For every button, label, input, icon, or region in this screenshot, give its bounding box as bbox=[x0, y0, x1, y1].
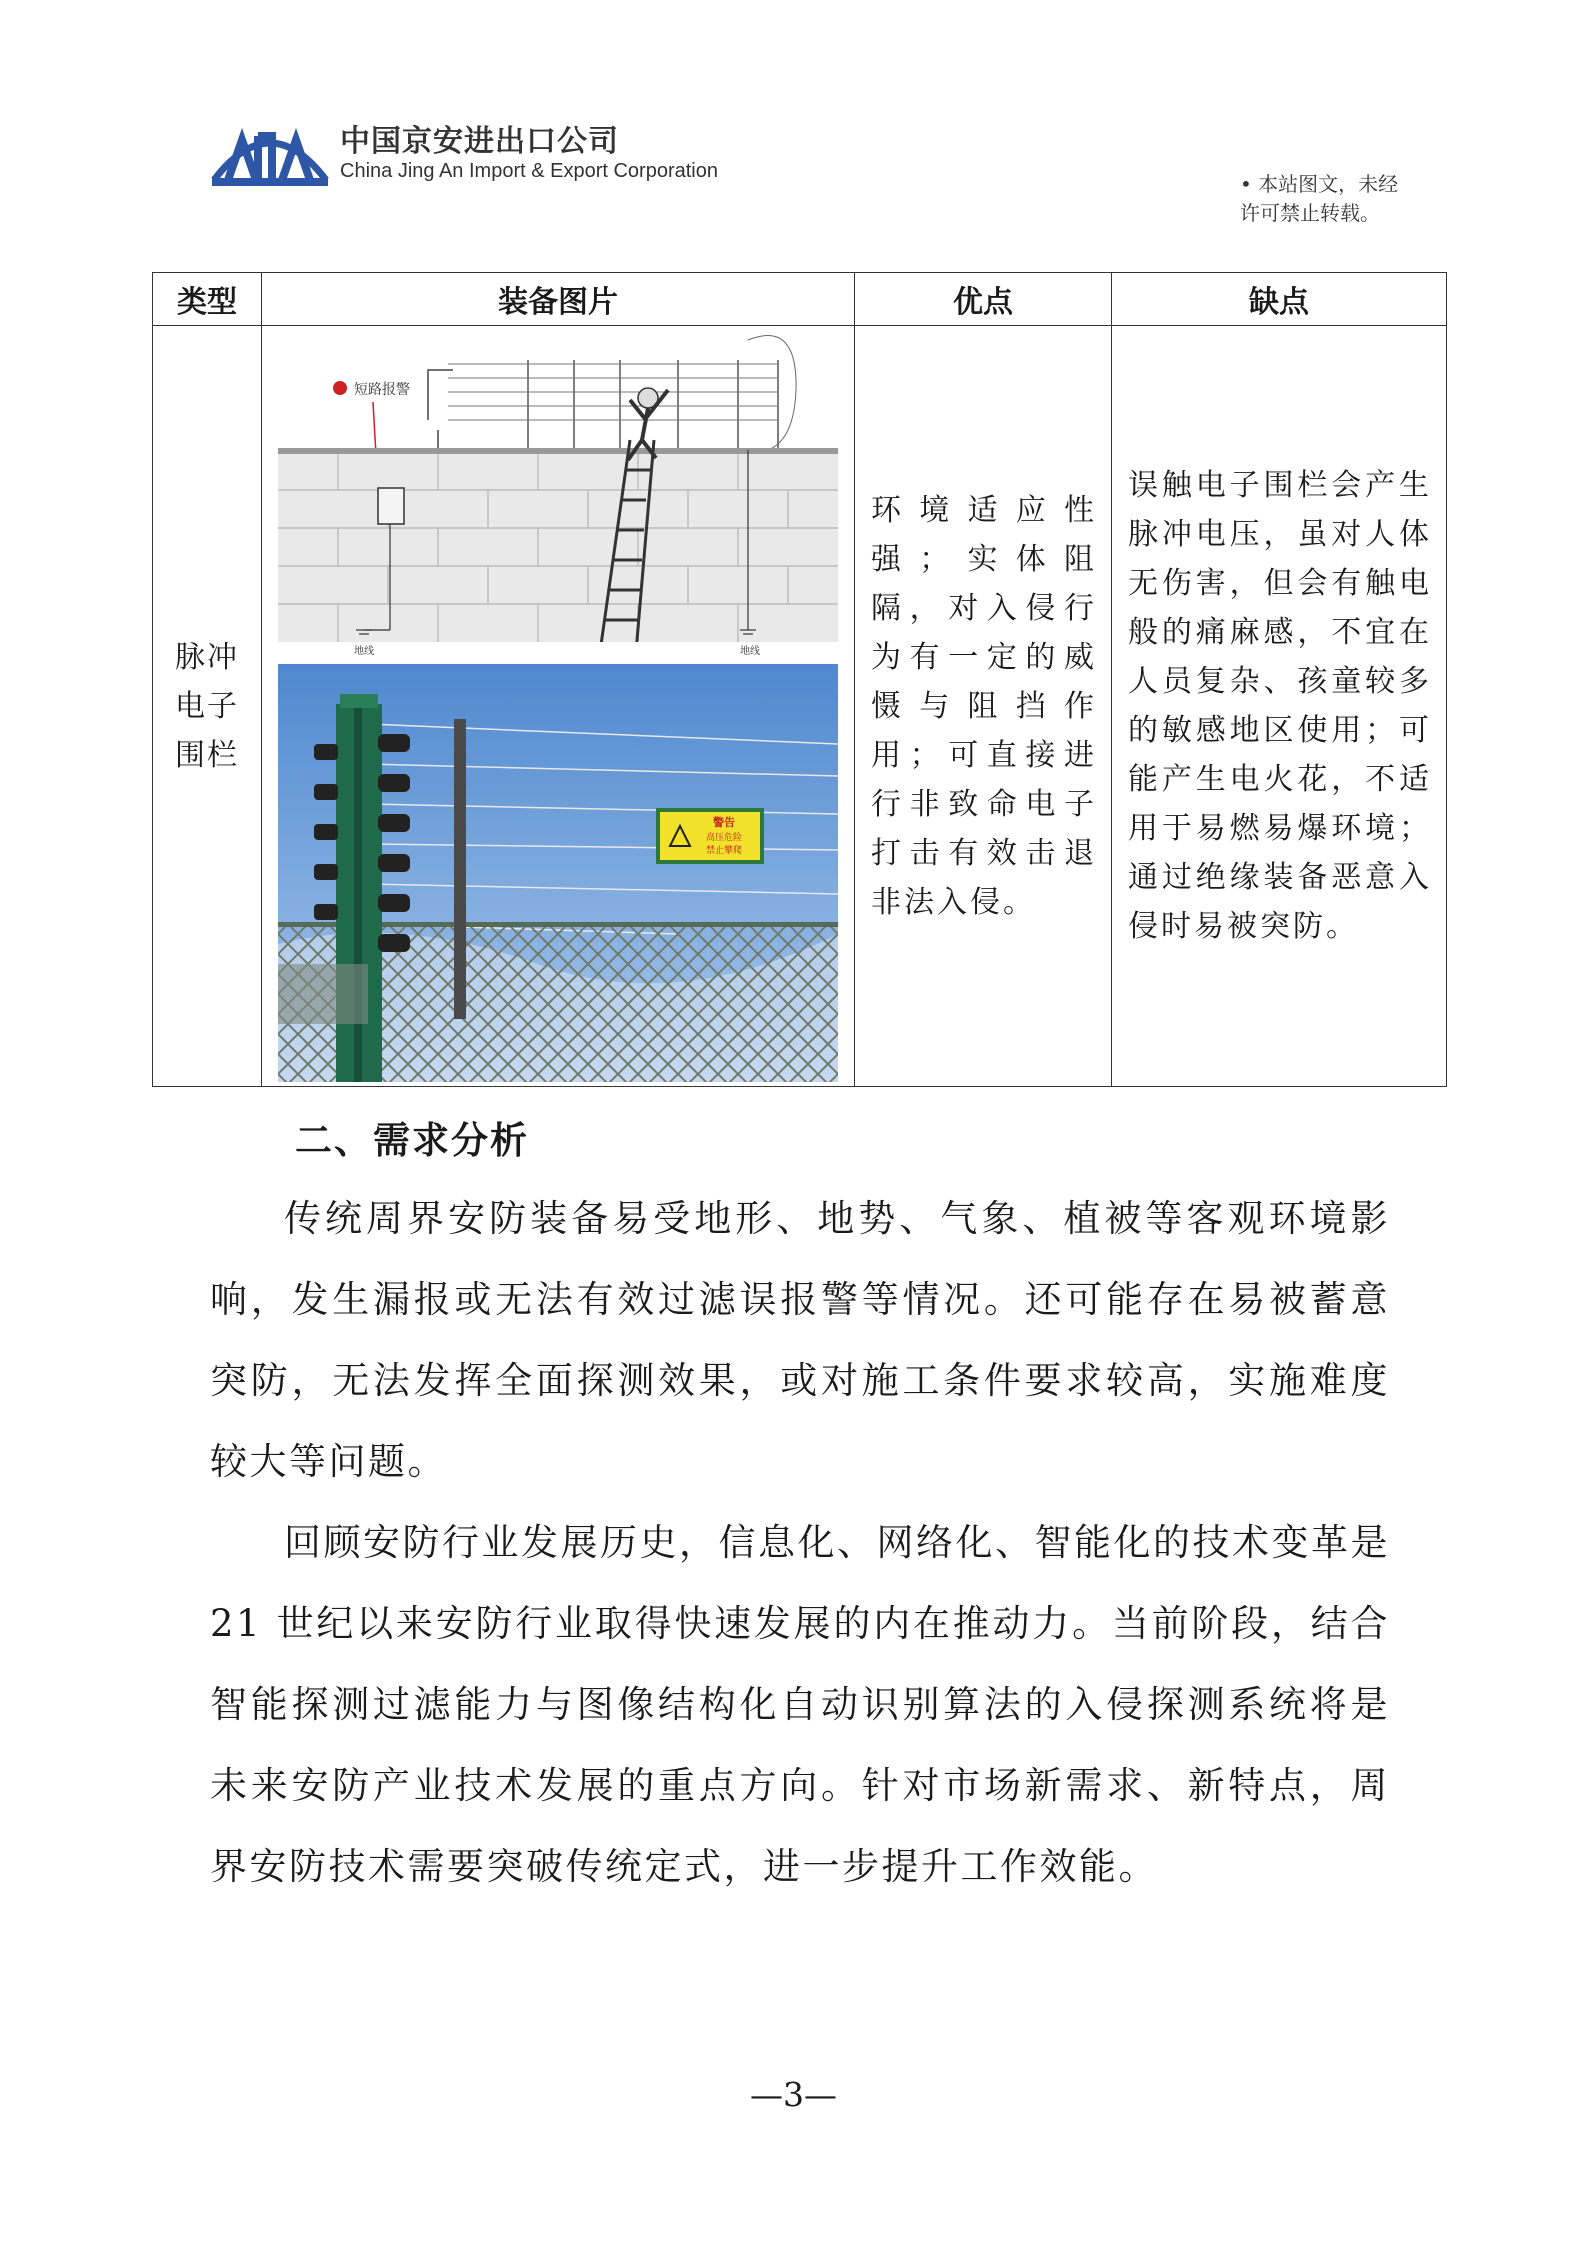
image-cell bbox=[262, 326, 855, 1087]
warning-sign-icon bbox=[658, 810, 762, 862]
table-header-row bbox=[153, 273, 1447, 326]
fence-diagram-image bbox=[278, 330, 838, 658]
section-title: 二、需求分析 bbox=[295, 1119, 529, 1162]
warning-sign-title: 警告 bbox=[713, 816, 735, 829]
page-number: —3— bbox=[750, 2075, 837, 2114]
header-cons: 缺点 bbox=[1112, 273, 1447, 326]
fence-photo-image bbox=[278, 664, 838, 1082]
company-name-cn: 中国京安进出口公司 bbox=[340, 124, 619, 159]
type-cell bbox=[153, 326, 262, 1087]
cons-text: 误触电子围栏会产生脉冲电压，虽对人体无伤害，但会有触电般的痛麻感，不宜在人员复杂、孩童较多的敏感地区使用；可能产生电火花，不适用于易燃易爆环境；通过绝缘装备恶意入侵时易被突防。 bbox=[1128, 468, 1432, 944]
page-header bbox=[210, 110, 1410, 225]
header-type: 类型 bbox=[153, 273, 262, 326]
warning-sign-line1: 高压危险 bbox=[705, 833, 743, 843]
paragraph-1: 传统周界安防装备易受地形、地势、气象、植被等客观环境影响，发生漏报或无法有效过滤误报警等情况。还可能存在易被蓄意突防，无法发挥全面探测效果，或对施工条件要求较高，实施难度较大等问题。 bbox=[210, 1197, 1390, 1483]
type-label: 脉冲电子围栏 bbox=[175, 639, 239, 773]
header-pros: 优点 bbox=[855, 273, 1112, 326]
header-image: 装备图片 bbox=[262, 273, 855, 326]
paragraph-2: 回顾安防行业发展历史，信息化、网络化、智能化的技术变革是 21 世纪以来安防行业取得快速发展的内在推动力。当前阶段，结合智能探测过滤能力与图像结构化自动识别算法的入侵探测系统将是未来安防产业技术发展的重点方向。针对市场新需求、新特点，周界安防技术需要突破传统定式，进一步提升工作效能。 bbox=[210, 1521, 1390, 1888]
pros-text: 环境适应性强；实体阻隔，对入侵行为有一定的威慑与阻挡作用；可直接进行非致命电子打击有效击退非法入侵。 bbox=[871, 492, 1097, 920]
alarm-light-icon bbox=[333, 381, 347, 395]
copyright-notice: • 本站图文，未经许可禁止转载。 bbox=[1240, 172, 1399, 225]
company-logo-icon bbox=[210, 110, 330, 190]
ground-label-left: 地线 bbox=[354, 646, 374, 657]
pros-cell bbox=[855, 326, 1112, 1087]
controller-box-icon bbox=[378, 488, 404, 524]
warning-sign-line2: 禁止攀爬 bbox=[705, 846, 743, 856]
ground-label-right: 地线 bbox=[740, 646, 760, 657]
company-name-en: China Jing An Import & Export Corporation bbox=[340, 160, 718, 182]
equipment-table bbox=[152, 272, 1447, 1087]
cons-cell bbox=[1112, 326, 1447, 1087]
alarm-label: 短路报警 bbox=[354, 382, 410, 398]
table-row bbox=[153, 326, 1447, 1087]
